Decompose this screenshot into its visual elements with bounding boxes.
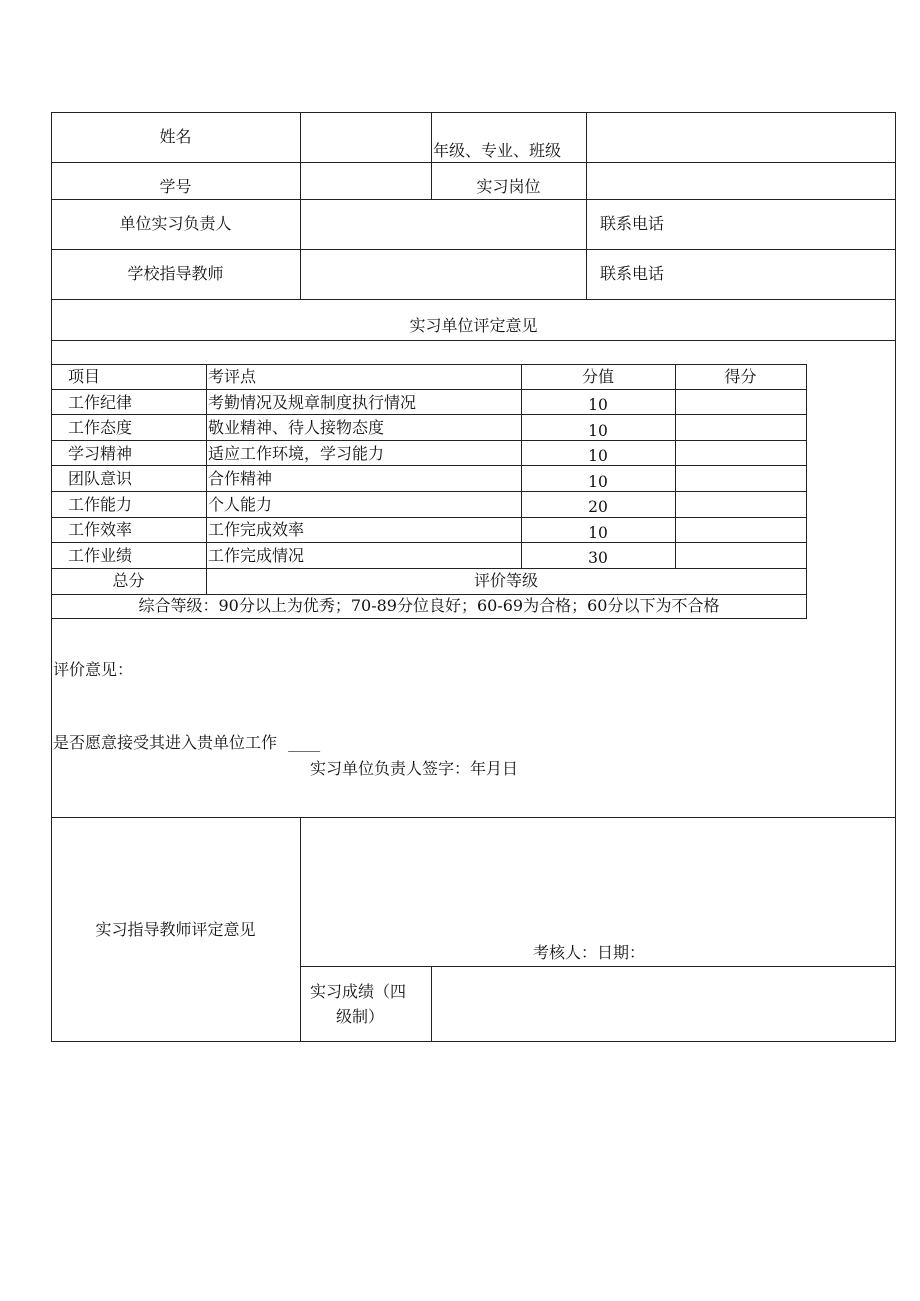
row-item: 工作纪律: [68, 393, 133, 412]
score-input[interactable]: [677, 543, 805, 567]
header-item: 项目: [68, 367, 101, 386]
position-field[interactable]: [588, 164, 894, 198]
header-point: 考评点: [208, 367, 257, 386]
reviewer-date-line: 考核人：日期：: [533, 943, 646, 962]
evaluation-grade-label: 评价等级: [473, 571, 538, 590]
score-input[interactable]: [677, 466, 805, 490]
score-table-right: [806, 364, 807, 618]
row-divider: [51, 199, 896, 200]
header-value: 分值: [581, 367, 614, 386]
col-divider: [431, 966, 432, 1041]
school-teacher-label: 学校指导教师: [127, 264, 224, 283]
score-table-col: [206, 364, 207, 594]
school-teacher-field[interactable]: [302, 251, 585, 298]
score-input[interactable]: [677, 415, 805, 439]
grade-major-class-field[interactable]: [588, 114, 894, 161]
col-divider: [300, 112, 301, 299]
opinion-input[interactable]: [53, 682, 893, 728]
teacher-phone-field[interactable]: [680, 251, 894, 298]
student-id-label: 学号: [159, 177, 192, 196]
row-item: 工作能力: [68, 495, 133, 514]
total-label: 总分: [112, 571, 145, 590]
unit-supervisor-label: 单位实习负责人: [119, 214, 232, 233]
unit-supervisor-field[interactable]: [302, 201, 585, 248]
row-point: 工作完成效率: [208, 520, 305, 539]
row-value: 20: [588, 498, 608, 516]
score-input[interactable]: [677, 441, 805, 464]
row-divider: [51, 162, 896, 163]
row-value: 10: [588, 422, 608, 440]
unit-evaluation-title: 实习单位评定意见: [409, 316, 538, 335]
row-divider: [51, 817, 896, 818]
table-bottom-border: [51, 1041, 896, 1042]
row-point: 个人能力: [208, 495, 273, 514]
opinion-label: 评价意见：: [53, 660, 134, 679]
header-score: 得分: [724, 367, 757, 386]
col-divider: [300, 817, 301, 1041]
row-point: 考勤情况及规章制度执行情况: [208, 393, 417, 412]
row-divider: [51, 340, 896, 341]
final-grade-label-line1: 实习成绩（四: [310, 982, 407, 1001]
row-item: 工作效率: [68, 520, 133, 539]
row-value: 10: [588, 524, 608, 542]
row-divider: [51, 299, 896, 300]
row-point: 工作完成情况: [208, 546, 305, 565]
phone-label: 联系电话: [600, 214, 665, 233]
unit-signature-line: 实习单位负责人签字：年月日: [310, 759, 519, 778]
row-point: 合作精神: [208, 469, 273, 488]
row-item: 学习精神: [68, 444, 133, 463]
score-table-line: [51, 568, 807, 569]
position-label: 实习岗位: [476, 177, 541, 196]
grade-major-class-label: 年级、专业、班级: [433, 141, 562, 160]
row-point: 敬业精神、待人接物态度: [208, 418, 385, 437]
phone-label: 联系电话: [600, 264, 665, 283]
table-right-border: [895, 112, 896, 1041]
row-divider: [300, 966, 896, 967]
unit-phone-field[interactable]: [680, 201, 894, 248]
score-table-line: [51, 364, 807, 365]
teacher-opinion-title: 实习指导教师评定意见: [95, 920, 256, 939]
accept-question: [53, 735, 320, 751]
final-grade-field[interactable]: [433, 968, 894, 1040]
teacher-opinion-input[interactable]: [302, 819, 894, 939]
col-divider: [586, 112, 587, 299]
accept-answer-blank[interactable]: ____: [288, 733, 321, 752]
row-value: 30: [588, 549, 608, 567]
accept-question-text: 是否愿意接受其进入贵单位工作: [53, 733, 278, 752]
student-id-field[interactable]: [302, 164, 430, 198]
score-input[interactable]: [677, 390, 805, 413]
score-table-line: [51, 618, 807, 619]
score-table-line: [51, 594, 807, 595]
name-label: 姓名: [159, 127, 192, 146]
grade-note: 综合等级：90分以上为优秀；70-89分位良好；60-69为合格；60分以下为不合格: [138, 596, 720, 615]
row-value: 10: [588, 396, 608, 414]
row-item: 团队意识: [68, 469, 133, 488]
row-item: 工作态度: [68, 418, 133, 437]
score-table-col: [675, 364, 676, 568]
score-input[interactable]: [677, 492, 805, 516]
name-field[interactable]: [302, 114, 430, 161]
row-point: 适应工作环境，学习能力: [208, 444, 385, 463]
score-input[interactable]: [677, 518, 805, 541]
row-value: 10: [588, 447, 608, 465]
table-top-border: [51, 112, 896, 113]
row-value: 10: [588, 473, 608, 491]
row-item: 工作业绩: [68, 546, 133, 565]
row-divider: [51, 249, 896, 250]
final-grade-label-line2: 级制）: [336, 1007, 385, 1026]
